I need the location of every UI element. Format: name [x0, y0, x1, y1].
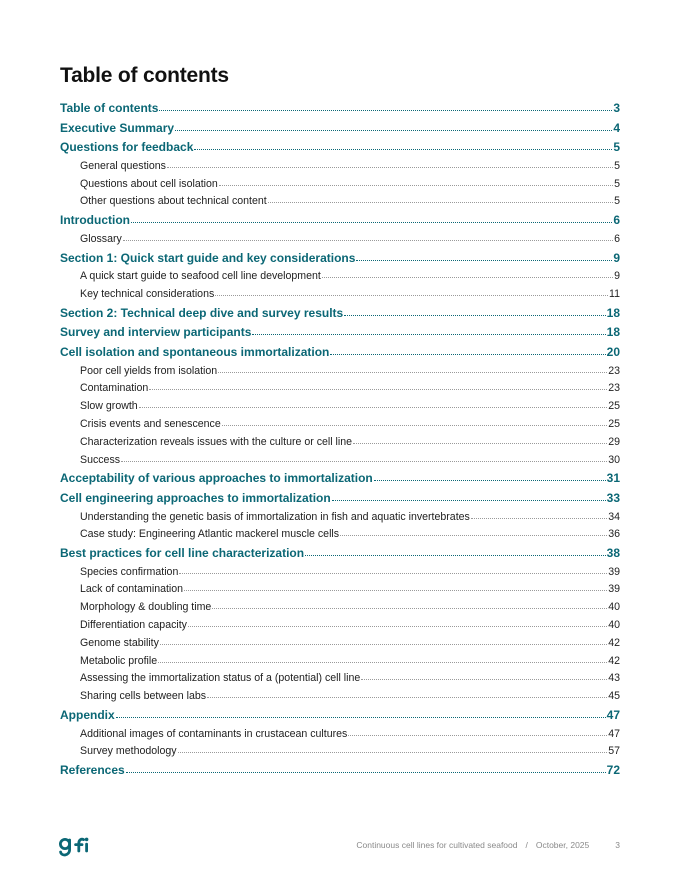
toc-dot-leader — [344, 315, 605, 316]
toc-entry-page-number: 40 — [608, 601, 620, 614]
toc-dot-leader — [268, 202, 613, 203]
toc-section-link[interactable] — [60, 343, 620, 363]
toc-dot-leader — [353, 443, 607, 444]
toc-subsection-link[interactable] — [60, 193, 620, 211]
toc-dot-leader — [175, 130, 612, 131]
toc-entry-page-number: 42 — [608, 636, 620, 649]
toc-entry-page-number: 11 — [609, 287, 620, 300]
toc-subsection-link[interactable] — [60, 380, 620, 398]
toc-subsection-link[interactable] — [60, 599, 620, 617]
toc-subsection-link[interactable] — [60, 635, 620, 653]
toc-dot-leader — [252, 334, 605, 335]
toc-entry-label: Poor cell yields from isolation — [80, 364, 218, 377]
toc-subsection-link[interactable] — [60, 743, 620, 761]
toc-entry-label: Key technical considerations — [80, 287, 215, 300]
toc-entry-page-number: 30 — [608, 453, 620, 466]
toc-entry-label: References — [60, 763, 125, 778]
toc-entry-label: Cell engineering approaches to immortalization — [60, 490, 331, 505]
toc-entry-page-number: 4 — [613, 120, 620, 135]
toc-dot-leader — [322, 277, 613, 278]
toc-dot-leader — [305, 555, 606, 556]
toc-subsection-link[interactable] — [60, 363, 620, 381]
toc-dot-leader — [471, 518, 607, 519]
toc-entry-page-number: 3 — [613, 101, 620, 115]
toc-entry-label: General questions — [80, 159, 166, 172]
gfi-logo — [58, 836, 90, 864]
toc-subsection-link[interactable] — [60, 176, 620, 194]
toc-entry-page-number: 9 — [613, 250, 620, 265]
toc-subsection-link[interactable] — [60, 231, 620, 249]
page-footer — [0, 836, 680, 864]
toc-section-link[interactable] — [60, 489, 620, 509]
toc-entry-page-number: 47 — [606, 708, 620, 723]
toc-entry-page-number: 39 — [608, 583, 620, 596]
toc-dot-leader — [222, 425, 607, 426]
toc-entry-page-number: 39 — [608, 565, 620, 578]
toc-entry-page-number: 38 — [606, 546, 620, 561]
toc-dot-leader — [116, 717, 606, 718]
toc-dot-leader — [139, 407, 608, 408]
toc-dot-leader — [179, 573, 607, 574]
toc-entry-label: Morphology & doubling time — [80, 601, 212, 614]
toc-subsection-link[interactable] — [60, 670, 620, 688]
toc-entry-page-number: 9 — [614, 270, 620, 283]
toc-dot-leader — [184, 590, 607, 591]
toc-entry-label: Introduction — [60, 213, 130, 228]
toc-section-link[interactable] — [60, 304, 620, 324]
toc-entry-page-number: 25 — [608, 400, 620, 413]
toc-entry-label: Assessing the immortalization status of a (potential) cell line — [80, 672, 361, 685]
toc-section-link[interactable] — [60, 211, 620, 231]
toc-subsection-link[interactable] — [60, 509, 620, 527]
toc-entry-page-number: 23 — [608, 364, 620, 377]
toc-entry-label: Survey and interview participants — [60, 325, 252, 340]
toc-dot-leader — [332, 500, 606, 501]
toc-entry-label: Appendix — [60, 708, 115, 723]
toc-entry-page-number: 45 — [608, 690, 620, 703]
toc-entry-page-number: 29 — [608, 435, 620, 448]
toc-entry-label: Questions about cell isolation — [80, 177, 218, 190]
toc-section-link[interactable] — [60, 761, 620, 781]
toc-subsection-link[interactable] — [60, 158, 620, 176]
toc-entry-label: Genome stability — [80, 636, 159, 649]
toc-dot-leader — [158, 662, 607, 663]
toc-dot-leader — [131, 222, 612, 223]
toc-dot-leader — [149, 389, 607, 390]
toc-section-link[interactable] — [60, 469, 620, 489]
toc-section-link[interactable] — [60, 706, 620, 726]
toc-entry-page-number: 43 — [608, 672, 620, 685]
footer-separator: / — [525, 840, 528, 850]
toc-entry-label: Table of contents — [60, 101, 159, 115]
toc-subsection-link[interactable] — [60, 564, 620, 582]
toc-dot-leader — [215, 295, 608, 296]
footer-date: October, 2025 — [535, 840, 590, 850]
footer-document-title: Continuous cell lines for cultivated seafood — [356, 840, 518, 850]
toc-dot-leader — [219, 185, 613, 186]
toc-entry-page-number: 72 — [606, 763, 620, 778]
toc-subsection-link[interactable] — [60, 653, 620, 671]
toc-entry-label: Executive Summary — [60, 120, 175, 135]
toc-entry-label: Slow growth — [80, 400, 138, 413]
toc-dot-leader — [194, 149, 612, 150]
toc-entry-label: Best practices for cell line characterization — [60, 546, 305, 561]
toc-dot-leader — [160, 644, 607, 645]
toc-entry-page-number: 23 — [608, 382, 620, 395]
footer-page-number: 3 — [615, 840, 620, 850]
toc-entry-page-number: 40 — [608, 619, 620, 632]
toc-dot-leader — [218, 372, 607, 373]
toc-dot-leader — [159, 110, 612, 111]
toc-entry-label: Lack of contamination — [80, 583, 184, 596]
toc-entry-label: Metabolic profile — [80, 654, 158, 667]
toc-entry-page-number: 57 — [608, 745, 620, 758]
toc-entry-page-number: 5 — [614, 177, 620, 190]
toc-dot-leader — [123, 240, 613, 241]
toc-entry-page-number: 6 — [613, 213, 620, 228]
toc-entry-page-number: 36 — [608, 528, 620, 541]
toc-entry-label: Cell isolation and spontaneous immortalization — [60, 344, 330, 359]
toc-entry-label: Differentiation capacity — [80, 619, 187, 632]
toc-entry-label: Sharing cells between labs — [80, 690, 207, 703]
toc-entry-label: Additional images of contaminants in crustacean cultures — [80, 727, 348, 740]
toc-dot-leader — [126, 772, 606, 773]
toc-entry-page-number: 5 — [614, 159, 620, 172]
toc-subsection-link[interactable] — [60, 416, 620, 434]
toc-subsection-link[interactable] — [60, 688, 620, 706]
toc-entry-label: Characterization reveals issues with the culture or cell line — [80, 435, 353, 448]
toc-entry-page-number: 18 — [606, 325, 620, 340]
toc-subsection-link[interactable] — [60, 526, 620, 544]
toc-section-link[interactable] — [60, 323, 620, 343]
toc-entry-page-number: 33 — [606, 490, 620, 505]
toc-entry-page-number: 34 — [608, 510, 620, 523]
toc-entry-label: Case study: Engineering Atlantic mackerel muscle cells — [80, 528, 340, 541]
toc-subsection-link[interactable] — [60, 617, 620, 635]
toc-section-link[interactable] — [60, 249, 620, 269]
toc-entry-label: A quick start guide to seafood cell line development — [80, 270, 321, 283]
toc-dot-leader — [348, 735, 607, 736]
toc-section-link[interactable] — [60, 99, 620, 119]
toc-entry-label: Questions for feedback — [60, 140, 194, 155]
toc-subsection-link[interactable] — [60, 268, 620, 286]
toc-section-link[interactable] — [60, 119, 620, 139]
toc-dot-leader — [374, 480, 606, 481]
toc-entry-label: Glossary — [80, 232, 122, 245]
toc-section-link[interactable] — [60, 138, 620, 158]
toc-entry-label: Survey methodology — [80, 745, 177, 758]
table-of-contents — [60, 99, 620, 781]
toc-entry-label: Contamination — [80, 382, 149, 395]
toc-entry-label: Other questions about technical content — [80, 195, 267, 208]
toc-dot-leader — [121, 461, 607, 462]
toc-dot-leader — [356, 260, 612, 261]
toc-entry-page-number: 47 — [608, 727, 620, 740]
toc-subsection-link[interactable] — [60, 286, 620, 304]
toc-entry-page-number: 18 — [606, 305, 620, 320]
toc-dot-leader — [330, 354, 605, 355]
toc-dot-leader — [167, 167, 613, 168]
toc-dot-leader — [188, 626, 607, 627]
toc-entry-label: Acceptability of various approaches to immortalization — [60, 471, 373, 486]
toc-entry-page-number: 42 — [608, 654, 620, 667]
toc-dot-leader — [178, 752, 608, 753]
page-title: Table of contents — [60, 64, 229, 87]
toc-section-link[interactable] — [60, 544, 620, 564]
toc-entry-page-number: 5 — [613, 140, 620, 155]
toc-subsection-link[interactable] — [60, 434, 620, 452]
toc-dot-leader — [340, 535, 607, 536]
toc-entry-label: Crisis events and senescence — [80, 417, 221, 430]
toc-entry-page-number: 5 — [614, 195, 620, 208]
toc-dot-leader — [212, 608, 607, 609]
toc-dot-leader — [207, 697, 607, 698]
toc-entry-label: Section 2: Technical deep dive and survey results — [60, 305, 344, 320]
footer-text — [356, 840, 620, 850]
toc-subsection-link[interactable] — [60, 581, 620, 599]
toc-entry-label: Section 1: Quick start guide and key considerations — [60, 250, 356, 265]
toc-dot-leader — [361, 679, 607, 680]
toc-subsection-link[interactable] — [60, 398, 620, 416]
toc-entry-label: Species confirmation — [80, 565, 179, 578]
toc-entry-page-number: 31 — [606, 471, 620, 486]
toc-entry-label: Success — [80, 453, 121, 466]
toc-subsection-link[interactable] — [60, 726, 620, 744]
toc-entry-label: Understanding the genetic basis of immortalization in fish and aquatic invertebrates — [80, 510, 470, 523]
toc-entry-page-number: 25 — [608, 417, 620, 430]
toc-entry-page-number: 6 — [614, 232, 620, 245]
toc-subsection-link[interactable] — [60, 452, 620, 470]
toc-entry-page-number: 20 — [606, 344, 620, 359]
